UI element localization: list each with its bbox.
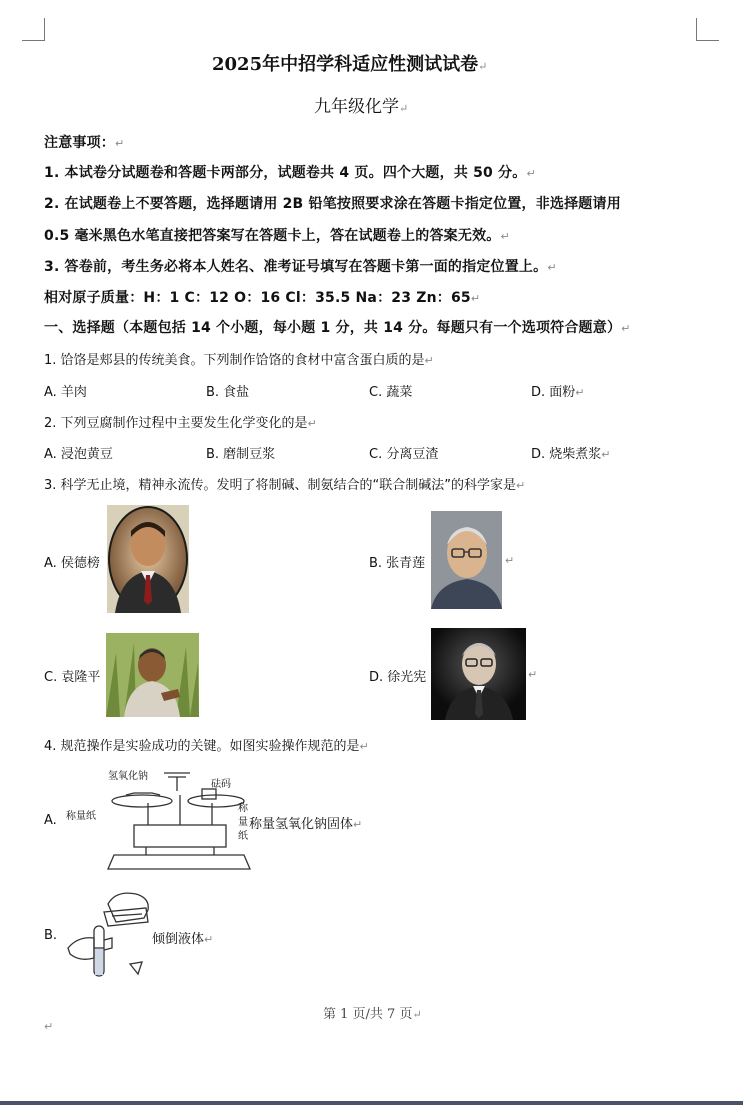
label-naoh: 氢氧化钠 [108, 771, 148, 782]
q3-d-para-mark: ↵ [528, 668, 538, 681]
q4-option-a-label: A. [44, 813, 57, 828]
q4-option-b-text: 倾倒液体↵ [152, 932, 214, 947]
footer-para-mark: ↵ [44, 1020, 54, 1033]
q1-option-c: C. 蔬菜 [369, 385, 413, 400]
question-2-stem: 2. 下列豆腐制作过程中主要发生化学变化的是↵ [44, 416, 317, 431]
notes-item-3: 3. 答卷前，考生务必将本人姓名、准考证号填写在答题卡第一面的指定位置上。↵ [44, 259, 557, 275]
balance-diagram [64, 765, 254, 873]
portrait-xu-guangxian-image [431, 628, 526, 720]
label-weighing-paper-right-3: 纸 [238, 831, 248, 842]
exam-subtitle: 九年级化学↵ [314, 97, 409, 117]
q2-option-c: C. 分离豆渣 [369, 447, 439, 462]
notes-item-1: 1. 本试卷分试题卷和答题卡两部分，试题卷共 4 页。四个大题，共 50 分。↵ [44, 165, 536, 181]
q2-option-d: D. 烧柴煮浆↵ [531, 447, 611, 462]
page-footer: 第 1 页/共 7 页↵ [323, 1007, 422, 1022]
pouring-liquid-diagram [64, 888, 160, 980]
label-weight: 砝码 [211, 779, 231, 790]
q3-option-c: C. 袁隆平 [44, 670, 101, 685]
q1-option-d: D. 面粉↵ [531, 385, 585, 400]
q3-option-d: D. 徐光宪 [369, 670, 427, 685]
q3-option-b: B. 张青莲 [369, 556, 426, 571]
q2-option-a: A. 浸泡黄豆 [44, 447, 113, 462]
q4-option-b-label: B. [44, 928, 58, 943]
portrait-yuan-longping-image [106, 633, 199, 717]
q4-option-a-text: 称量氢氧化钠固体↵ [249, 817, 363, 832]
question-1-stem: 1. 饸饹是郏县的传统美食。下列制作饸饹的食材中富含蛋白质的是↵ [44, 353, 434, 368]
notes-heading: 注意事项：↵ [44, 135, 125, 151]
notes-item-2-line-2: 0.5 毫米黑色水笔直接把答案写在答题卡上，答在试题卷上的答案无效。↵ [44, 228, 510, 244]
atomic-mass-line: 相对原子质量：H：1 C：12 O：16 Cl：35.5 Na：23 Zn：65↵ [44, 290, 481, 306]
section-1-heading: 一、选择题（本题包括 14 个小题，每小题 1 分，共 14 分。每题只有一个选项符合题意）↵ [44, 320, 631, 336]
exam-title: 2025年中招学科适应性测试试卷↵ [212, 54, 488, 75]
label-weighing-paper-right-1: 称 [238, 803, 248, 814]
portrait-zhang-qinglian-image [431, 511, 502, 609]
notes-item-2-line-1: 2. 在试题卷上不要答题，选择题请用 2B 铅笔按照要求涂在答题卡指定位置，非选择题请用 [44, 196, 621, 212]
q2-option-b: B. 磨制豆浆 [206, 447, 276, 462]
label-weighing-paper-right-2: 量 [238, 817, 248, 828]
corner-mark-top-right [696, 18, 719, 41]
q3-b-para-mark: ↵ [505, 554, 515, 567]
q3-option-a: A. 侯德榜 [44, 556, 100, 571]
label-weighing-paper-left: 称量纸 [66, 811, 96, 822]
page-bottom-bar [0, 1101, 743, 1105]
question-3-stem: 3. 科学无止境，精神永流传。发明了将制碱、制氨结合的“联合制碱法”的科学家是↵ [44, 478, 526, 493]
q1-option-a: A. 羊肉 [44, 385, 87, 400]
question-4-stem: 4. 规范操作是实验成功的关键。如图实验操作规范的是↵ [44, 739, 369, 754]
q1-option-b: B. 食盐 [206, 385, 250, 400]
portrait-hou-debang-image [107, 505, 189, 613]
corner-mark-top-left [22, 18, 45, 41]
